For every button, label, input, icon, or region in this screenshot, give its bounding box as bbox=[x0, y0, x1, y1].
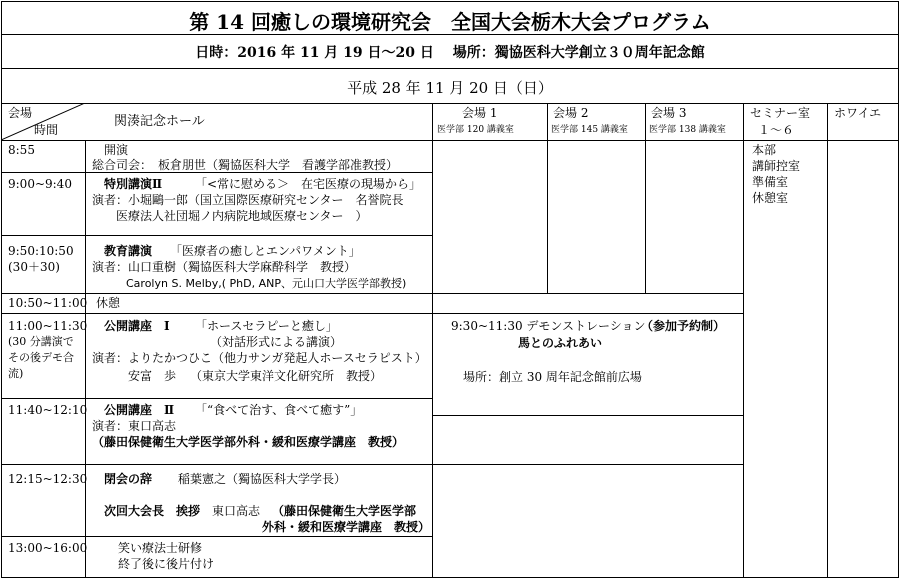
row-time: 10:50~11:00 bbox=[8, 296, 88, 310]
demo-name: 馬とのふれあい bbox=[518, 336, 603, 350]
row-time: 流) bbox=[8, 367, 24, 380]
row-line: 開演 bbox=[92, 143, 129, 157]
demo-place: 場所：創立 30 周年記念館前広場 bbox=[463, 370, 642, 384]
foyer-header: ホワイエ bbox=[834, 106, 882, 120]
row-line: Carolyn S. Melby,( PhD, ANP、元山口大学医学部教授) bbox=[126, 277, 407, 290]
venue-label: 会場 bbox=[8, 106, 33, 120]
row-time: 9:50:10:50 bbox=[8, 244, 74, 258]
row-line: 東口高志 bbox=[212, 504, 261, 518]
room-name: 会場 3 bbox=[651, 106, 687, 120]
row-line: （藤田保健衛生大学医学部外科・緩和医療学講座 教授） bbox=[92, 435, 405, 449]
row-line: 演者：東口高志 bbox=[92, 419, 177, 433]
row-line: 次回大会長 挨拶 bbox=[92, 504, 201, 518]
row-time: 11:40~12:10 bbox=[8, 403, 88, 417]
row-line: 「ホースセラピーと癒し」 bbox=[195, 319, 338, 333]
row-line: 「“食べて治す、食べて癒す”」 bbox=[195, 403, 363, 417]
event-date: 平成 28 年 11 月 20 日（日） bbox=[347, 79, 553, 97]
row-time: (30 分講演で bbox=[8, 335, 74, 348]
row-time: その後デモ合 bbox=[8, 351, 74, 364]
time-label: 時間 bbox=[34, 123, 59, 137]
row-line: 演者：山口重樹（獨協医科大学麻酔科学 教授） bbox=[92, 260, 357, 274]
row-line: 公開講座 Ⅱ bbox=[92, 403, 175, 417]
list-item: 休憩室 bbox=[752, 191, 789, 205]
demo-note: （参加予約制） bbox=[641, 319, 726, 333]
row-line: 笑い療法士研修 bbox=[118, 541, 203, 555]
row-line: 特別講演Ⅱ bbox=[92, 177, 163, 191]
row-time: 12:15~12:30 bbox=[8, 472, 88, 486]
row-time: 11:00~11:30 bbox=[8, 319, 88, 333]
row-time: 9:00~9:40 bbox=[8, 177, 72, 191]
row-time: 13:00~16:00 bbox=[8, 541, 88, 555]
room-name: 会場 1 bbox=[462, 106, 498, 120]
row-line: （東京大学東洋文化研究所 教授） bbox=[190, 369, 383, 383]
row-time: 8:55 bbox=[8, 143, 35, 157]
row-line: 「医療者の癒しとエンパワメント」 bbox=[170, 244, 361, 258]
seminar-range: １〜６ bbox=[758, 123, 795, 137]
room-sub: 医学部 145 講義室 bbox=[551, 125, 628, 135]
row-line: （対話形式による講演） bbox=[210, 335, 343, 349]
row-line: 演者：小堀鷗一郎（国立国際医療研究センター 名誉院長 bbox=[92, 193, 404, 207]
hall-header: 関湊記念ホール bbox=[114, 114, 205, 129]
event-subtitle: 日時：2016 年 11 月 19 日〜20 日 場所：獨協医科大学創立３０周年記念館 bbox=[195, 45, 705, 61]
room-sub: 医学部 120 講義室 bbox=[437, 125, 514, 135]
list-item: 本部 bbox=[752, 143, 777, 157]
row-line: 「<常に慰める＞ 在宅医療の現場から」 bbox=[195, 177, 422, 191]
page-title: 第 14 回癒しの環境研究会 全国大会栃木大会プログラム bbox=[189, 10, 711, 34]
row-line: 安富 歩 bbox=[128, 369, 177, 383]
room-name: 会場 2 bbox=[553, 106, 589, 120]
row-line: 閉会の辞 bbox=[92, 472, 153, 486]
row-line: 外科・緩和医療学講座 教授） bbox=[262, 520, 431, 534]
room-sub: 医学部 138 講義室 bbox=[649, 125, 726, 135]
row-line: 医療法人社団堀ノ内病院地域医療センター ） bbox=[92, 209, 368, 223]
row-line: 教育講演 bbox=[92, 244, 153, 258]
row-line: 公開講座 Ⅰ bbox=[92, 319, 170, 333]
row-time: (30＋30) bbox=[8, 260, 60, 274]
row-line: 終了後に後片付け bbox=[118, 557, 215, 571]
seminar-header: セミナー室 bbox=[750, 106, 811, 120]
list-item: 準備室 bbox=[752, 175, 789, 189]
row-line: 総合司会： 板倉朋世（獨協医科大学 看護学部准教授） bbox=[92, 158, 399, 172]
row-line: 稲葉憲之（獨協医科大学学長） bbox=[178, 472, 347, 486]
row-line: 演者：よりたかつひこ（他力サンガ発起人ホースセラピスト） bbox=[92, 351, 427, 365]
demo-title: 9:30~11:30 デモンストレーション bbox=[451, 319, 646, 333]
row-line: （藤田保健衛生大学医学部 bbox=[272, 504, 417, 518]
row-line: 休憩 bbox=[96, 296, 121, 310]
list-item: 講師控室 bbox=[752, 159, 801, 173]
